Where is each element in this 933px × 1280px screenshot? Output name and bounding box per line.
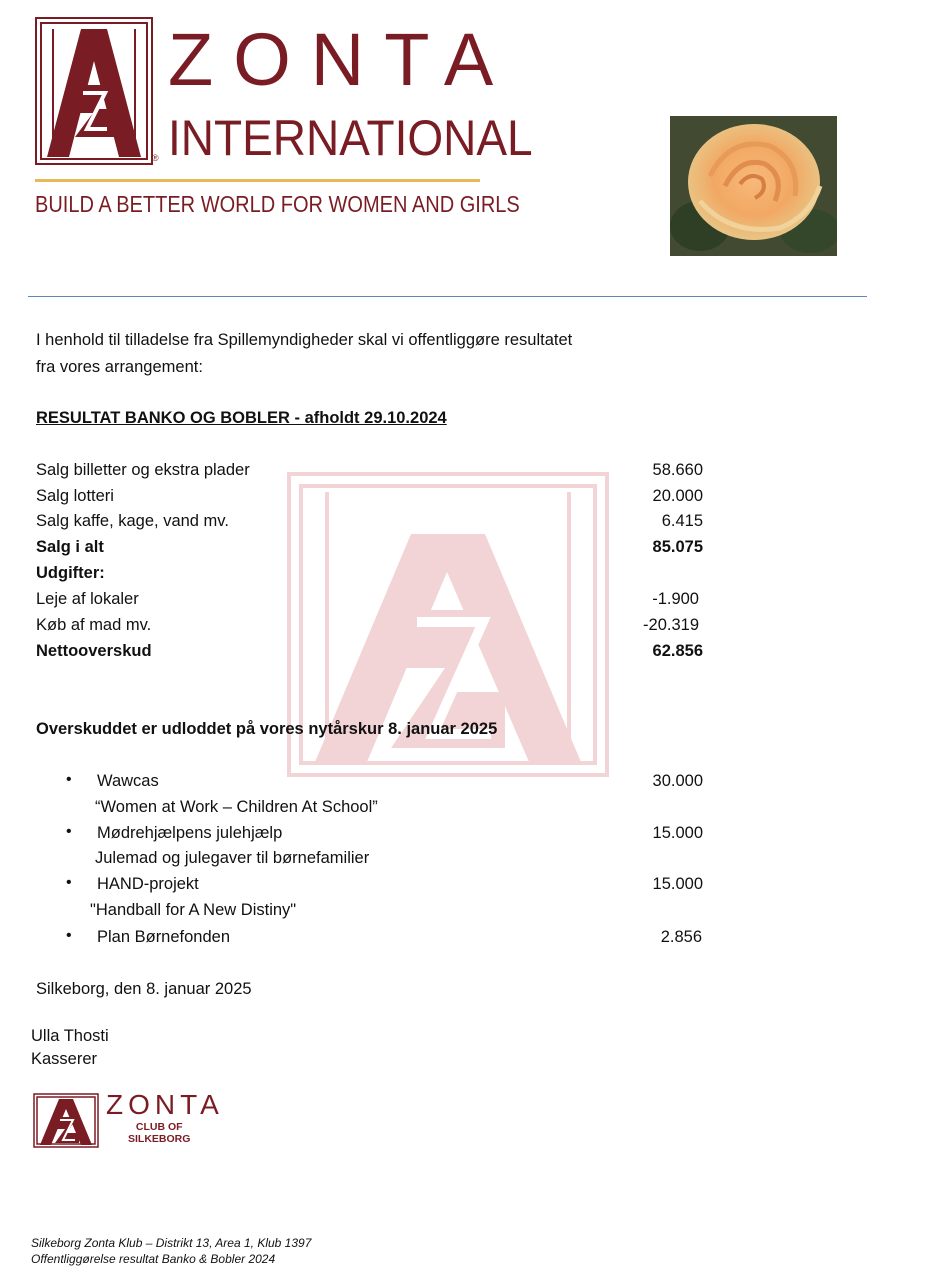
distribution-title: Overskuddet er udloddet på vores nytårskur 8. januar 2025 xyxy=(36,720,498,738)
account-value: -20.319 xyxy=(643,616,699,634)
expenses-heading: Udgifter: xyxy=(36,564,105,582)
place-date: Silkeborg, den 8. januar 2025 xyxy=(36,980,252,998)
account-label: Salg billetter og ekstra plader xyxy=(36,461,250,479)
recipient-description: “Women at Work – Children At School” xyxy=(95,798,378,816)
recipient-description: Julemad og julegaver til børnefamilier xyxy=(95,849,370,867)
bullet-icon: • xyxy=(66,927,72,944)
tagline: BUILD A BETTER WORLD FOR WOMEN AND GIRLS xyxy=(35,191,520,217)
recipient-amount: 30.000 xyxy=(652,772,703,790)
result-title: RESULTAT BANKO OG BOBLER - afholdt 29.10.2024 xyxy=(36,409,447,427)
footer-line-2: Offentliggørelse resultat Banko & Bobler 2024 xyxy=(31,1252,276,1266)
account-value: 58.660 xyxy=(652,461,703,479)
brand-name: ZONTA xyxy=(168,18,514,101)
club-logo-icon xyxy=(33,1093,99,1148)
account-label-total: Salg i alt xyxy=(36,538,104,556)
intro-line-1: I henhold til tilladelse fra Spillemyndigheder skal vi offentliggøre resultatet xyxy=(36,331,573,349)
account-value: 20.000 xyxy=(652,487,703,505)
signature-title: Kasserer xyxy=(31,1050,98,1068)
recipient-amount: 15.000 xyxy=(652,824,703,842)
recipient-name: Mødrehjælpens julehjælp xyxy=(97,824,283,842)
account-label: Leje af lokaler xyxy=(36,590,139,608)
recipient-amount: 15.000 xyxy=(652,875,703,893)
account-value-total: 85.075 xyxy=(652,538,703,556)
registered-mark: ® xyxy=(152,153,159,163)
tagline-bar xyxy=(35,179,480,182)
account-label-net: Nettooverskud xyxy=(36,642,152,660)
account-label: Salg lotteri xyxy=(36,487,114,505)
recipient-name: Wawcas xyxy=(97,772,159,790)
account-value: -1.900 xyxy=(652,590,699,608)
account-value-net: 62.856 xyxy=(652,642,703,660)
account-value: 6.415 xyxy=(661,512,703,530)
club-logo-name: ZONTA xyxy=(106,1089,224,1120)
account-label: Køb af mad mv. xyxy=(36,616,152,634)
bullet-icon: • xyxy=(66,771,72,788)
club-logo-sub-line1: CLUB OF xyxy=(135,1121,183,1133)
brand-subtitle: INTERNATIONAL xyxy=(168,110,533,166)
intro-line-2: fra vores arrangement: xyxy=(36,358,203,376)
recipient-description: "Handball for A New Distiny" xyxy=(90,901,297,919)
zonta-emblem-icon xyxy=(35,17,153,165)
header-divider xyxy=(28,296,867,297)
club-logo-sub xyxy=(128,1121,190,1145)
recipient-amount: 2.856 xyxy=(660,928,702,946)
footer-line-1: Silkeborg Zonta Klub – Distrikt 13, Area 1, Klub 1397 xyxy=(31,1236,312,1250)
bullet-icon: • xyxy=(66,874,72,891)
account-label: Salg kaffe, kage, vand mv. xyxy=(36,512,229,530)
club-logo-sub-line2: SILKEBORG xyxy=(128,1133,191,1145)
signature-name: Ulla Thosti xyxy=(31,1027,109,1045)
rose-image xyxy=(670,116,837,256)
bullet-icon: • xyxy=(66,823,72,840)
recipient-name: Plan Børnefonden xyxy=(97,928,231,946)
recipient-name: HAND-projekt xyxy=(97,875,199,893)
